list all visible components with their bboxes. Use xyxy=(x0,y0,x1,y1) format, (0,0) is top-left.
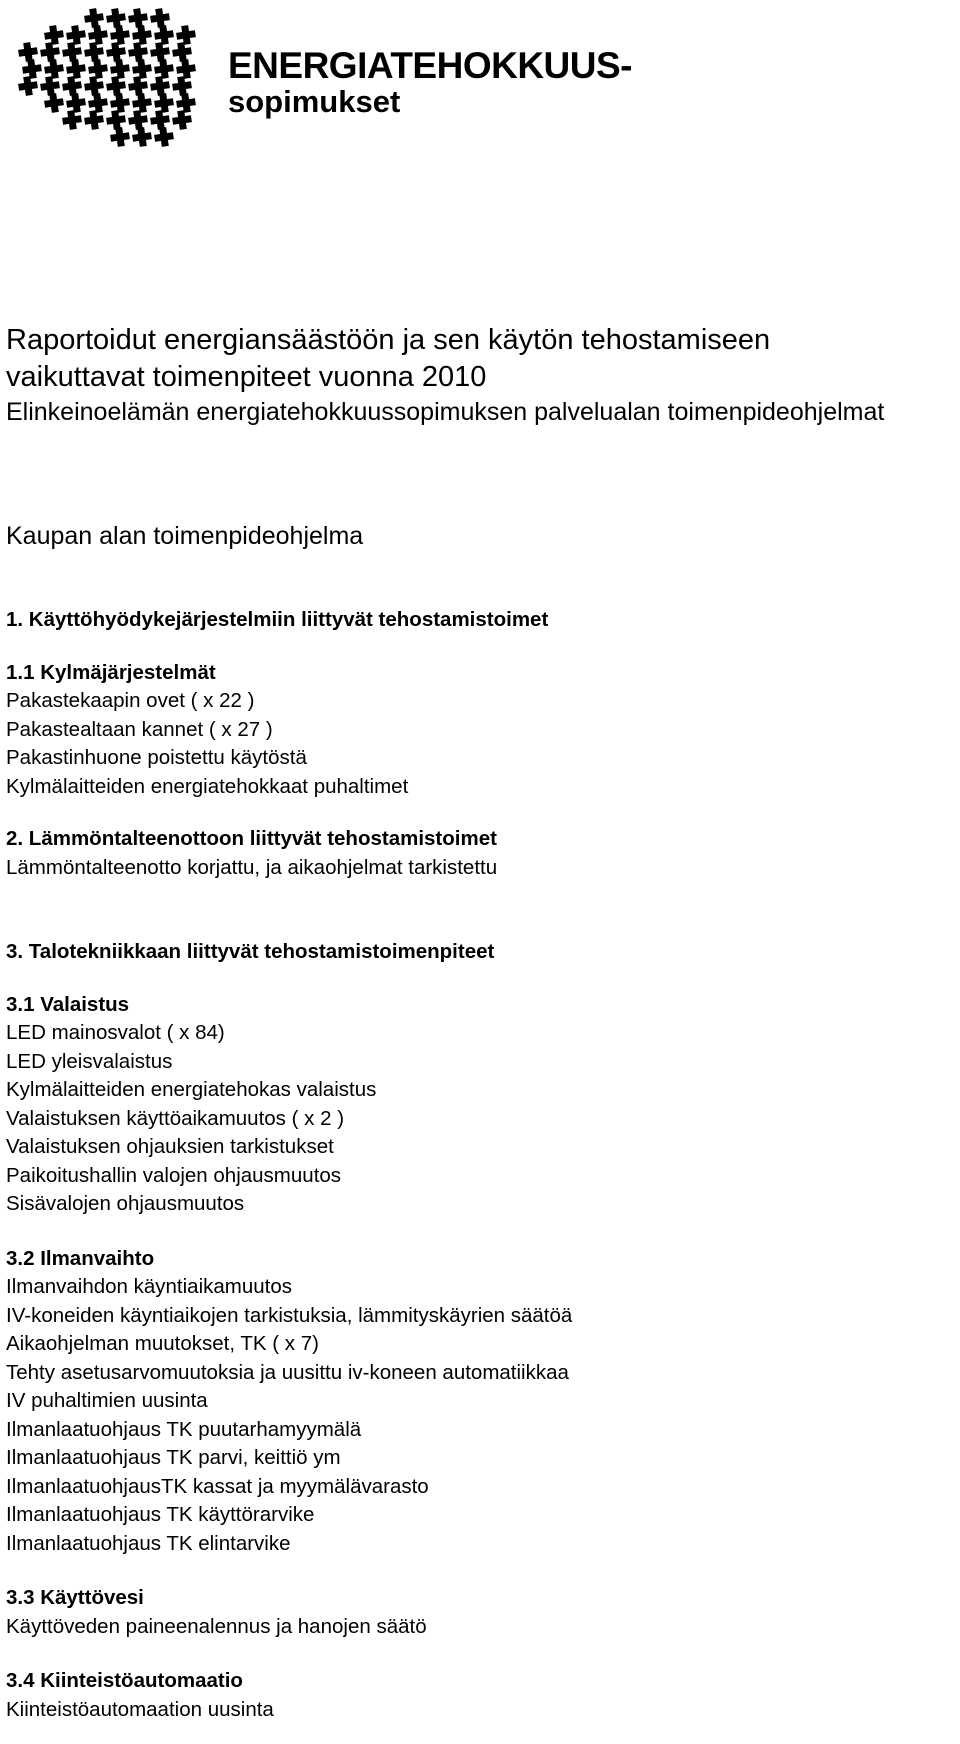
list-item: Valaistuksen käyttöaikamuutos ( x 2 ) xyxy=(6,1106,345,1130)
list-item: Lämmöntalteenotto korjattu, ja aikaohjelmat tarkistettu xyxy=(6,855,498,879)
title-subtitle: Elinkeinoelämän energiatehokkuussopimuksen palvelualan toimenpideohjelmat xyxy=(6,398,885,426)
section-2-heading: 2. Lämmöntalteenottoon liittyvät tehostamistoimet xyxy=(6,827,497,850)
logo-text-line2: sopimukset xyxy=(228,84,401,119)
document-title xyxy=(6,322,884,428)
list-item: Pakastealtaan kannet ( x 27 ) xyxy=(6,717,273,741)
list-item: Sisävalojen ohjausmuutos xyxy=(6,1192,245,1215)
list-item: Pakastekaapin ovet ( x 22 ) xyxy=(6,689,255,712)
measures-list xyxy=(6,606,572,1724)
list-item: Ilmanvaihdon käyntiaikamuutos xyxy=(6,1275,293,1298)
list-item: IV puhaltimien uusinta xyxy=(6,1389,208,1412)
list-item: Käyttöveden paineenalennus ja hanojen säätö xyxy=(6,1614,427,1638)
list-item: Aikaohjelman muutokset, TK ( x 7) xyxy=(6,1332,319,1355)
list-item: Ilmanlaatuohjaus TK käyttörarvike xyxy=(6,1503,315,1526)
list-item: Kylmälaitteiden energiatehokas valaistus xyxy=(6,1078,377,1101)
section-1-heading: 1. Käyttöhyödykejärjestelmiin liittyvät tehostamistoimet xyxy=(6,608,549,631)
cross-pattern-logo-icon xyxy=(14,4,214,154)
section-3-4-heading: 3.4 Kiinteistöautomaatio xyxy=(6,1669,243,1692)
energiatehokkuus-logo xyxy=(14,4,632,154)
list-item: Kylmälaitteiden energiatehokkaat puhaltimet xyxy=(6,774,409,798)
list-item: IV-koneiden käyntiaikojen tarkistuksia, lämmityskäyrien säätöä xyxy=(6,1303,573,1327)
section-1-1-heading: 1.1 Kylmäjärjestelmät xyxy=(6,660,216,684)
list-item: Ilmanlaatuohjaus TK puutarhamyymälä xyxy=(6,1417,362,1441)
list-item: Kiinteistöautomaation uusinta xyxy=(6,1697,274,1721)
title-line1: Raportoidut energiansäästöön ja sen käytön tehostamiseen xyxy=(6,324,771,356)
section-3-1-heading: 3.1 Valaistus xyxy=(6,992,130,1016)
title-line2: vaikuttavat toimenpiteet vuonna 2010 xyxy=(6,361,487,393)
list-item: LED mainosvalot ( x 84) xyxy=(6,1021,225,1044)
list-item: Ilmanlaatuohjaus TK elintarvike xyxy=(6,1531,291,1555)
list-item: Paikoitushallin valojen ohjausmuutos xyxy=(6,1163,342,1187)
list-item: Pakastinhuone poistettu käytöstä xyxy=(6,746,307,769)
list-item: LED yleisvalaistus xyxy=(6,1049,173,1073)
section-3-3-heading: 3.3 Käyttövesi xyxy=(6,1586,144,1609)
list-item: Ilmanlaatuohjaus TK parvi, keittiö ym xyxy=(6,1446,341,1469)
list-item: IlmanlaatuohjausTK kassat ja myymälävarasto xyxy=(6,1474,429,1498)
list-item: Valaistuksen ohjauksien tarkistukset xyxy=(6,1135,334,1158)
section-3-heading: 3. Talotekniikkaan liittyvät tehostamistoimenpiteet xyxy=(6,940,495,963)
list-item: Tehty asetusarvomuutoksia ja uusittu iv-koneen automatiikkaa xyxy=(6,1360,569,1384)
program-name: Kaupan alan toimenpideohjelma xyxy=(6,522,364,550)
logo-text-line1: ENERGIATEHOKKUUS- xyxy=(228,45,632,86)
section-3-2-heading: 3.2 Ilmanvaihto xyxy=(6,1246,155,1270)
